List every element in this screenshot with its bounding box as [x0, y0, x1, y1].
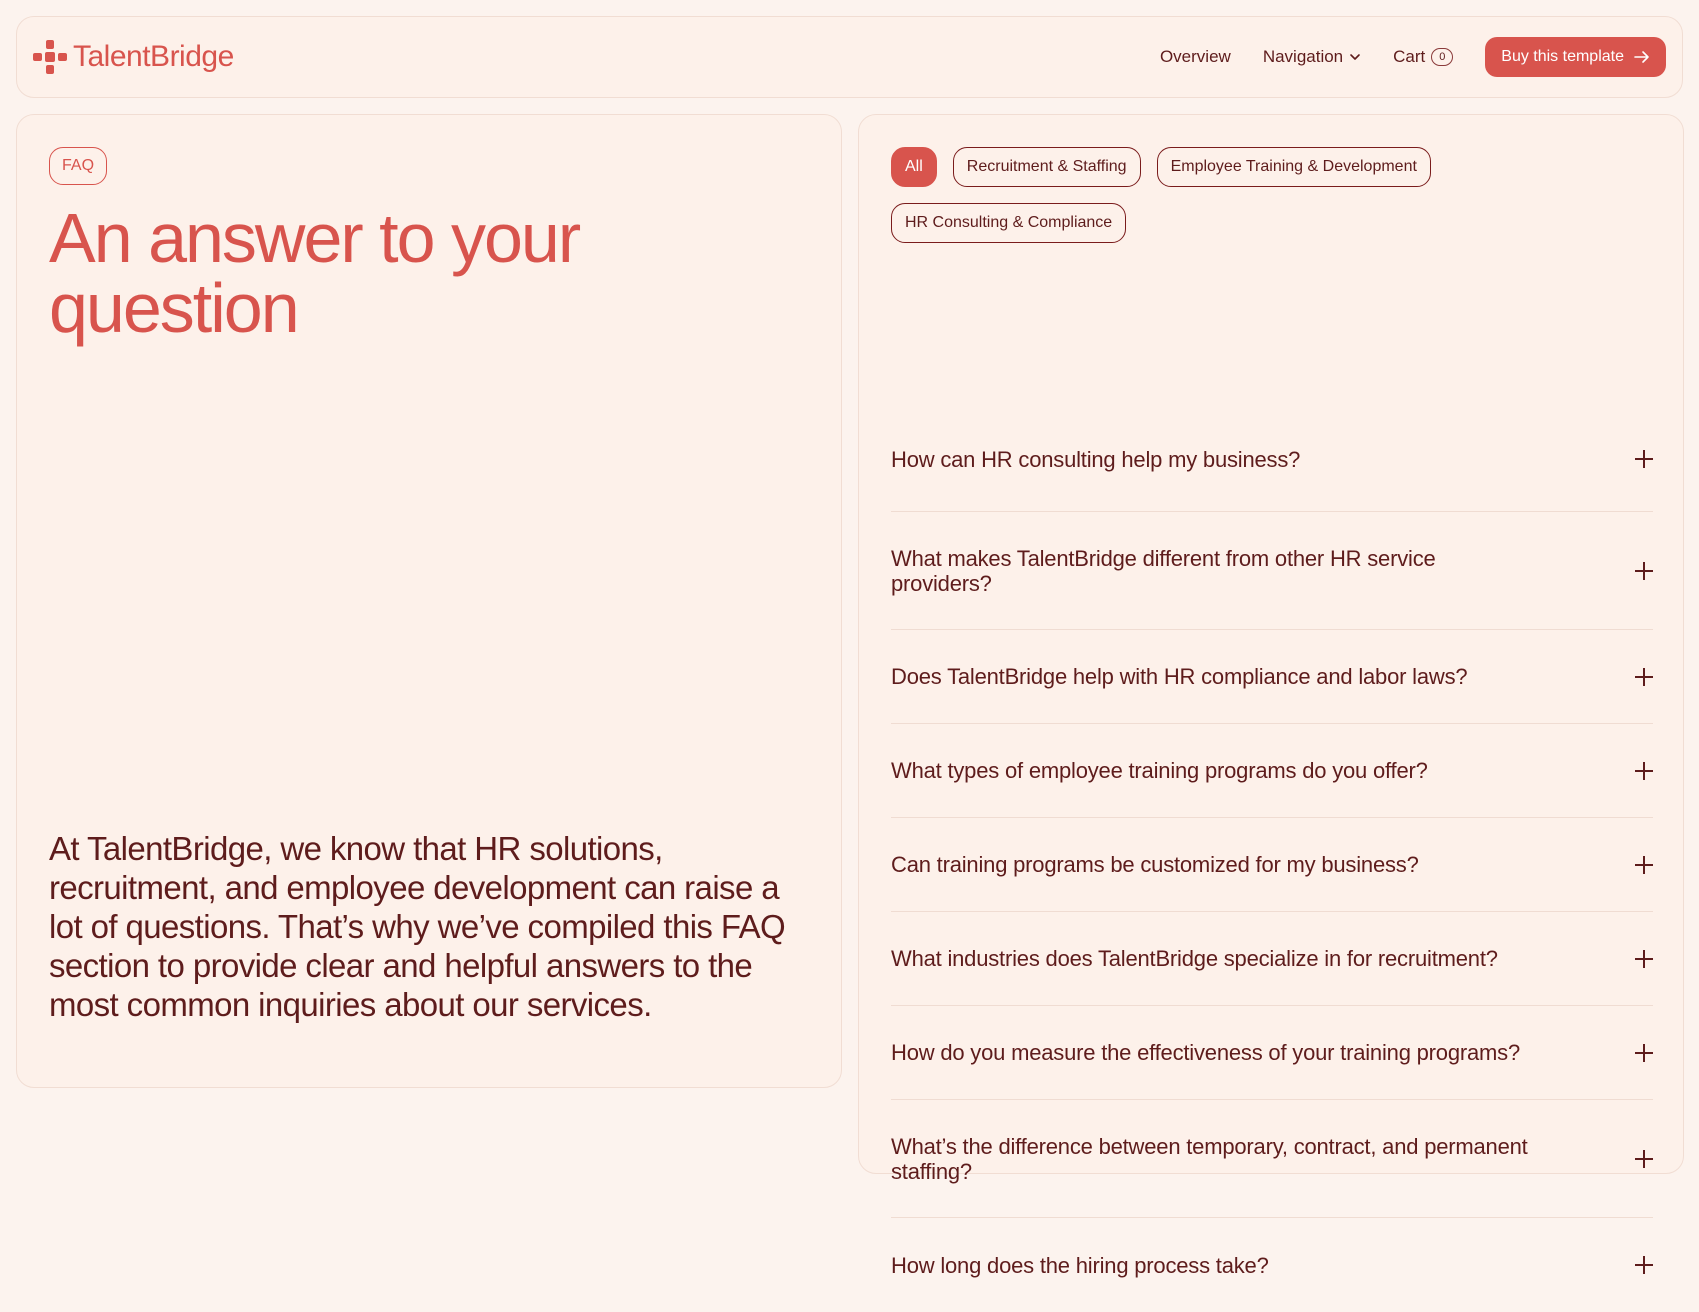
faq-question: What types of employee training programs do you offer? — [891, 758, 1428, 783]
faq-item[interactable] — [891, 407, 1653, 512]
faq-question: How do you measure the effectiveness of your training programs? — [891, 1040, 1520, 1065]
faq-item[interactable] — [891, 1006, 1653, 1100]
faq-list-card — [858, 114, 1684, 1278]
brand-logo[interactable] — [33, 40, 234, 74]
page-title: An answer to your question — [49, 199, 580, 347]
nav-navigation-label: Navigation — [1262, 47, 1344, 66]
nav-overview-label: Overview — [1159, 47, 1231, 66]
faq-item[interactable] — [891, 1100, 1653, 1218]
plus-icon[interactable] — [1635, 1150, 1653, 1168]
filter-chip-consulting[interactable]: HR Consulting & Compliance — [891, 203, 1126, 243]
faq-item[interactable] — [891, 1218, 1653, 1312]
plus-icon[interactable] — [1635, 950, 1653, 968]
faq-question: Does TalentBridge help with HR compliance and labor laws? — [891, 664, 1468, 689]
faq-question: How can HR consulting help my business? — [891, 446, 1301, 472]
nav-cart-label: Cart — [1393, 47, 1426, 66]
filter-chip-recruitment[interactable]: Recruitment & Staffing — [953, 147, 1141, 187]
intro-paragraph: At TalentBridge, we know that HR solutions, recruitment, and employee development can raise a lot of questions. That’s why we’ve compiled this FAQ section to provide clear and helpful answers to the most common inquiries about our services. — [49, 830, 786, 1023]
faq-item[interactable] — [891, 818, 1653, 912]
logo-icon — [33, 40, 67, 74]
filter-chip-all[interactable]: All — [891, 147, 937, 187]
chevron-down-icon — [1349, 51, 1361, 63]
nav-overview-link[interactable] — [1160, 47, 1231, 67]
plus-icon[interactable] — [1635, 856, 1653, 874]
nav-cart-link[interactable] — [1393, 47, 1453, 67]
faq-question: What’s the difference between temporary, contract, and permanent staffing? — [891, 1133, 1528, 1184]
cart-count-badge: 0 — [1431, 48, 1453, 66]
faq-question: What makes TalentBridge different from other HR service providers? — [891, 545, 1436, 596]
plus-icon[interactable] — [1635, 1044, 1653, 1062]
faq-accordion — [891, 407, 1653, 1312]
plus-icon[interactable] — [1635, 562, 1653, 580]
top-navbar — [16, 16, 1683, 98]
category-filters — [891, 147, 1491, 243]
faq-question: Can training programs be customized for my business? — [891, 852, 1419, 877]
faq-item[interactable] — [891, 630, 1653, 724]
plus-icon[interactable] — [1635, 668, 1653, 686]
buy-template-label: Buy this template — [1501, 48, 1624, 65]
faq-item[interactable] — [891, 724, 1653, 818]
plus-icon[interactable] — [1635, 1256, 1653, 1274]
faq-item[interactable] — [891, 512, 1653, 630]
brand-name: TalentBridge — [73, 40, 234, 73]
filter-chip-training[interactable]: Employee Training & Development — [1157, 147, 1431, 187]
faq-tag: FAQ — [49, 147, 107, 185]
faq-item[interactable] — [891, 912, 1653, 1006]
plus-icon[interactable] — [1635, 762, 1653, 780]
main-nav — [1160, 37, 1666, 77]
nav-navigation-dropdown[interactable] — [1263, 47, 1361, 67]
faq-intro-card — [16, 114, 842, 1088]
faq-question: What industries does TalentBridge specialize in for recruitment? — [891, 946, 1498, 971]
buy-template-button[interactable] — [1485, 37, 1666, 77]
plus-icon[interactable] — [1635, 450, 1653, 468]
faq-question: How long does the hiring process take? — [891, 1252, 1269, 1278]
arrow-right-icon — [1634, 50, 1650, 64]
